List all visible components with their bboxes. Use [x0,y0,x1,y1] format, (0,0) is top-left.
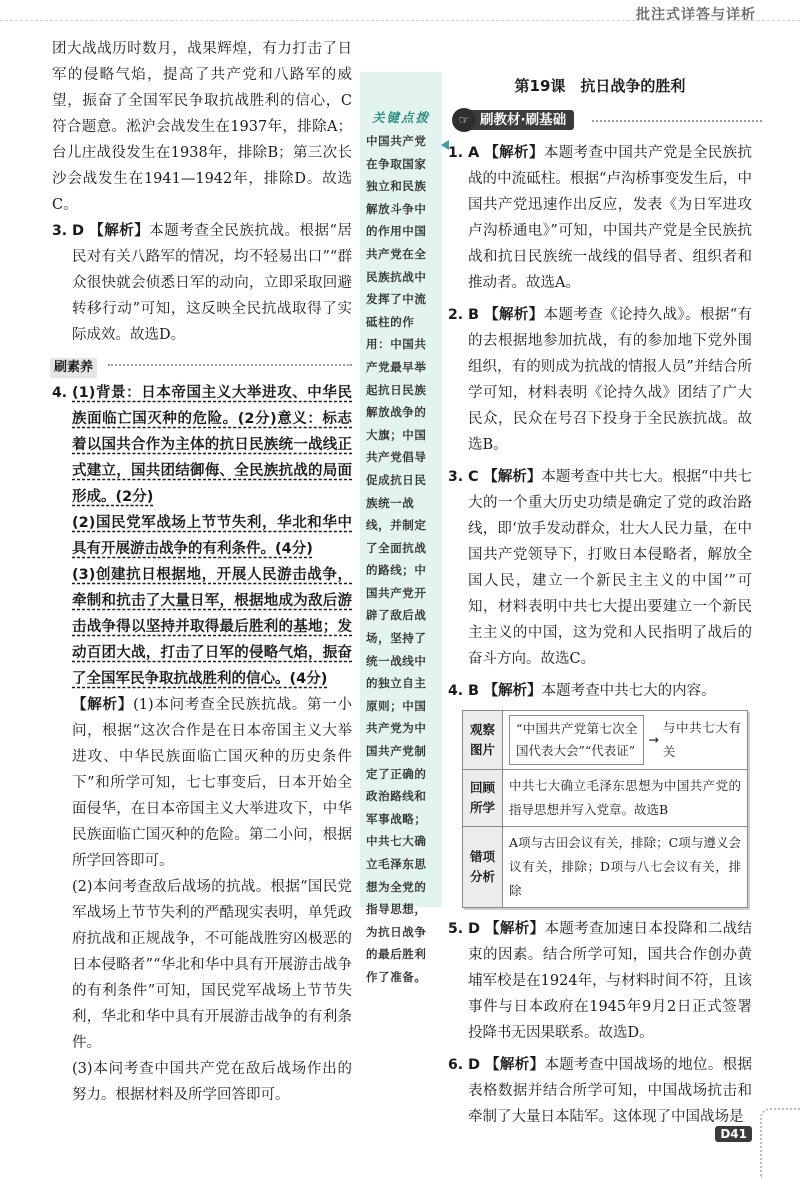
question-number: 4. [52,385,68,401]
analysis-label: 【解析】 [484,307,544,323]
answer-part-2: (2)国民党军战场上节节失利，华北和华中具有开展游击战争的有利条件。(4分) [72,515,352,557]
analysis-table [462,710,748,908]
sidebar-text: 中国共产党在争取国家独立和民族解放斗争中的作用中国共产党在全民族抗战中发挥了中流砥柱的作用：中国共产党最早举起抗日民族解放战争的大旗；中国共产党倡导促成抗日民族统一战线，并制定了全面抗战的路线；中国共产党开辟了敌后战场，坚持了统一战线中的独立自主原则；中国共产党为中国共产党制定了正确的政治路线和军事战略；中共七大确立毛泽东思想为全党的指导思想，为抗日战争的最后胜利作了准备。 [366,134,427,984]
question-3 [448,464,752,672]
row-header: 观察图片 [463,711,503,770]
analysis-label: 【解析】 [485,921,545,937]
observation-result: 与中共七大有关 [662,720,741,759]
question-2 [448,302,752,458]
question-number: 3. [52,223,68,239]
analysis-label: 【解析】 [483,469,542,485]
section-label: 刷素养 [50,358,97,378]
answer-letter: C [468,469,479,485]
table-row [463,711,748,770]
answer-letter: B [468,307,480,323]
answer-part-3: (3)创建抗日根据地，开展人民游击战争，牵制和抗击了大量日军，根据地成为敌后游击战争得以坚持并取得最后胜利的基地；发动百团大战，打击了日军的侵略气焰，振奋了全国军民争取抗战胜利的信心。(4分) [72,567,352,687]
question-number: 1. [448,145,464,161]
right-column [448,140,752,1130]
analysis-label: 【解析】 [484,145,544,161]
answer-letter: D [72,223,85,239]
question-number: 3. [448,469,464,485]
page-header-tag: 批注式详答与详析 [636,7,756,23]
analysis-text: 本题考查加速日本投降和二战结束的因素。结合所学可知，国共合作创办黄埔军校是在1924年，与材料时间不符，且该事件与日本政府在1945年9月2日正式签署投降书无因果联系。故选D。 [468,921,753,1041]
question-number: 2. [448,307,464,323]
analysis-text-1: (1)本问考查全民族抗战。第一小问，根据“这次合作是在日本帝国主义大举进攻、中华民族面临亡国灭种的历史条件下”和所学可知，七七事变后，日本开始全面侵华，在日本帝国主义大举进攻下，中华民族面临亡国灭种的危险。第二小问，根据所学回答即可。 [72,697,353,869]
analysis-label: 【解析】 [89,223,150,239]
row-header: 回顾所学 [463,770,503,827]
analysis-part-3: (3)本问考查中国共产党在敌后战场作出的努力。根据材料及所学回答即可。 [72,1061,352,1103]
answer-part-1: (1)背景：日本帝国主义大举进攻、中华民族面临亡国灭种的危险。(2分)意义：标志着以国共合作为主体的抗日民族统一战线正式建立，国共团结御侮、全民族抗战的局面形成。(2分) [72,385,352,505]
pointing-hand-icon: ☞ [452,108,476,132]
table-cell [503,711,748,770]
q2-continuation: 团大战战历时数月，战果辉煌，有力打击了日军的侵略气焰，提高了共产党和八路军的威望，振奋了全国军民争取抗战胜利的信心，C符合题意。淞沪会战发生在1937年，排除A；台儿庄战役发生在1938年，排除B；第三次长沙会战发生在1941—1942年，排除D。故选C。 [52,41,352,213]
sidebar-title: 关键点拨 [371,110,430,125]
analysis-text: 本题考查中国战场的地位。根据表格数据并结合所学可知，中国战场抗击和牵制了大量日本陆军。这体现了中国战场是 [468,1057,753,1125]
analysis-text: 本题考查中共七大。根据“中共七大的一个重大历史功绩是确定了党的政治路线，即‘放手发动群众，壮大人民力量，在中国共产党领导下，打败日本侵略者，解放全国人民，建立一个新民主主义的中国’”可知，材料表明中共七大提出要建立一个新民主主义的中国，这为党和人民指明了战后的奋斗方向。故选C。 [468,469,753,667]
analysis-text: 本题考查《论持久战》。根据“有的去根据地参加抗战，有的参加地下党外围组织，有的则成为抗战的情报人员”并结合所学可知，材料表明《论持久战》团结了广大民众，民众在号召下投身于全民族抗战。故选B。 [468,307,753,453]
left-column [52,36,352,1108]
question-4-left [52,380,352,1108]
table-cell: A项与古田会议有关，排除；C项与遵义会议有关，排除；D项与八七会议有关，排除 [503,827,748,908]
analysis-text: 本题考查中国共产党是全民族抗战的中流砥柱。根据“卢沟桥事变发生后，中国共产党迅速作出反应，发表《为日军进攻卢沟桥通电》”可知，中国共产党是全民族抗战和抗日民族统一战线的倡导者、组织者和推动者。故选A。 [468,145,753,291]
question-number: 5. [448,921,464,937]
row-header: 错项分析 [463,827,503,908]
observation-box: “中国共产党第七次全国代表大会”“代表证” [509,715,644,765]
arrow-right-icon: → [648,732,659,747]
question-5 [448,916,752,1046]
answer-letter: D [468,1057,481,1073]
section-badge [452,108,630,132]
analysis-part-2: (2)本问考查敌后战场的抗战。根据“国民党军战场上节节失利的严酷现实表明，单凭政府抗战和正规战争，不可能战胜穷凶极恶的日本侵略者”“华北和华中具有开展游击战争的有利条件”可知，国民党军战场上节节失利，华北和华中具有开展游击战争的有利条件。 [72,879,352,1051]
question-4 [448,678,752,704]
section-bar-literacy [50,354,352,374]
page-number: D41 [715,1126,752,1142]
analysis-label: 【解析】 [483,683,542,699]
question-number: 4. [448,683,464,699]
section-badge-label: 刷教材·刷基础 [468,110,574,130]
corner-decoration [760,1108,800,1178]
answer-letter: A [468,145,480,161]
question-number: 6. [448,1057,464,1073]
analysis-label: 【解析】 [72,697,134,713]
dotted-divider [108,364,352,366]
lesson-title: 第19课 抗日战争的胜利 [514,77,686,95]
header-divider [0,20,800,21]
table-cell: 中共七大确立毛泽东思想为中国共产党的指导思想并写入党章。故选B [503,770,748,827]
table-row [463,827,748,908]
dotted-divider [592,120,762,122]
question-1 [448,140,752,296]
analysis-text: 本题考查中共七大的内容。 [541,683,716,699]
analysis-part-1 [72,692,352,874]
analysis-text: 本题考查全民族抗战。根据“居民对有关八路军的情况，均不轻易出口”“群众很快就会侦悉日军的动向，立即采取回避转移行动”可知，这反映全民抗战取得了实际成效。故选D。 [72,223,352,343]
analysis-label: 【解析】 [485,1057,545,1073]
table-row [463,770,748,827]
question-3-left [52,218,352,348]
answer-letter: D [468,921,481,937]
question-6 [448,1052,752,1130]
answer-letter: B [468,683,480,699]
